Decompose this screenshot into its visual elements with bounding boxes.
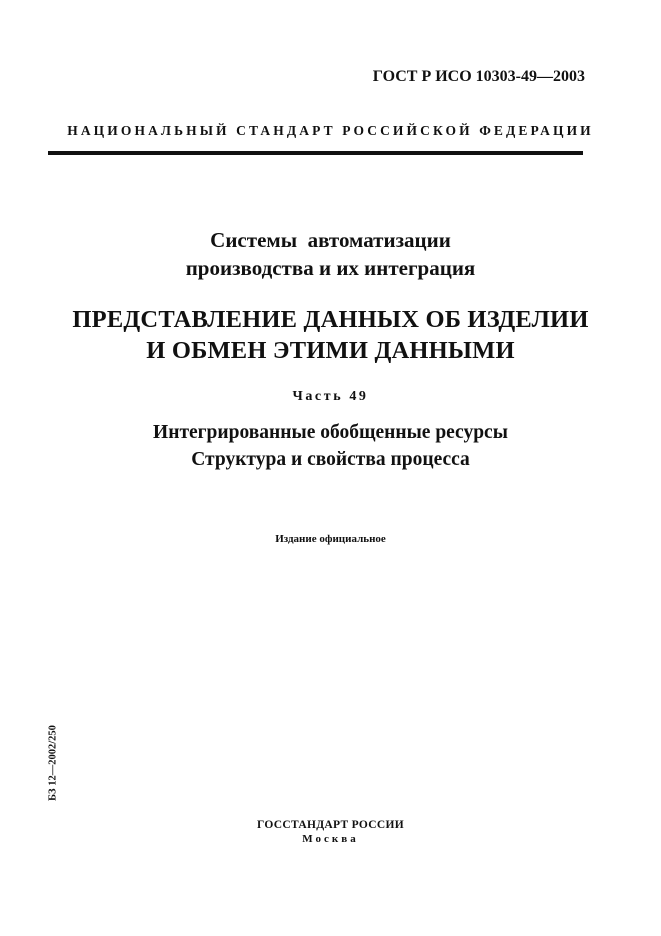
main-title-line-1: ПРЕДСТАВЛЕНИЕ ДАННЫХ ОБ ИЗДЕЛИИ xyxy=(72,306,589,333)
header-divider xyxy=(48,151,583,155)
publication-city: Москва xyxy=(302,833,359,845)
side-code xyxy=(46,719,60,807)
subtitle-line-1: Интегрированные обобщенные ресурсы xyxy=(153,422,508,443)
main-title-line-2: И ОБМЕН ЭТИМИ ДАННЫМИ xyxy=(146,337,515,364)
subtitle-line-2: Структура и свойства процесса xyxy=(191,449,470,470)
edition-label: Издание официальное xyxy=(275,533,386,545)
side-code-text: БЗ 12—2002/250 xyxy=(47,725,59,801)
series-title-line-2: производства и их интеграция xyxy=(185,256,476,280)
standard-designation: ГОСТ Р ИСО 10303-49—2003 xyxy=(372,68,585,85)
publisher: ГОССТАНДАРТ РОССИИ xyxy=(257,819,404,831)
part-number: Часть 49 xyxy=(292,389,369,404)
national-standard-heading: НАЦИОНАЛЬНЫЙ СТАНДАРТ РОССИЙСКОЙ ФЕДЕРАЦИИ xyxy=(67,123,594,138)
series-title-line-1: Системы автоматизации xyxy=(210,228,451,252)
